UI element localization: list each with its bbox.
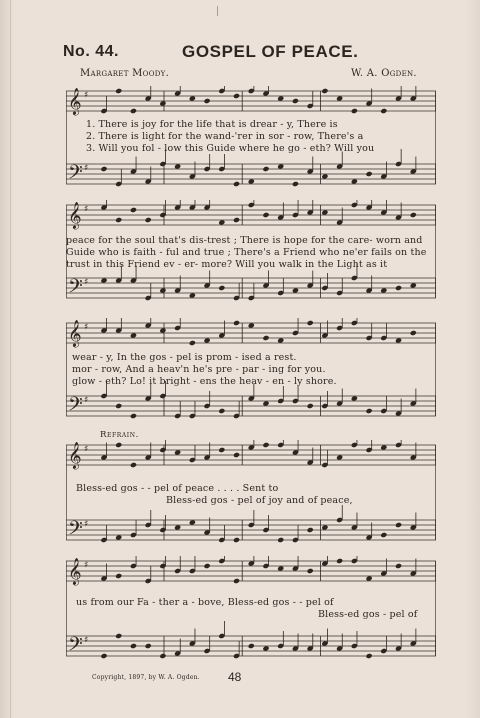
- music-system-1: [66, 86, 436, 194]
- note-head: [204, 98, 211, 104]
- note-head: [218, 285, 225, 291]
- note-head: [366, 171, 373, 177]
- page-mark: [217, 6, 218, 16]
- note-head: [366, 653, 373, 659]
- treble-clef-icon: 𝄞: [68, 203, 82, 229]
- sharp-icon: ♯: [84, 204, 89, 215]
- note-head: [233, 578, 240, 584]
- sharp-icon: ♯: [84, 277, 89, 288]
- note-head: [218, 408, 225, 414]
- note-head: [115, 573, 122, 579]
- treble-clef-icon: 𝄞: [68, 559, 82, 585]
- lyricist-credit: Margaret Moody.: [80, 68, 170, 79]
- note-head: [277, 537, 284, 543]
- sharp-icon: ♯: [84, 322, 89, 333]
- note-head: [145, 643, 152, 649]
- note-head: [410, 212, 417, 218]
- hymn-number: No. 44.: [63, 43, 119, 60]
- bass-clef-icon: 𝄢: [68, 634, 83, 660]
- music-system-5: [66, 556, 436, 666]
- sharp-icon: ♯: [84, 444, 89, 455]
- page-number: 48: [228, 670, 242, 684]
- note-head: [321, 88, 328, 94]
- sharp-icon: ♯: [84, 163, 89, 174]
- lyric-line: us from our Fa - ther a - bove, Bless-ed gos - - pel of: [76, 597, 334, 608]
- note-head: [262, 166, 269, 172]
- sharp-icon: ♯: [84, 560, 89, 571]
- sharp-icon: ♯: [84, 90, 89, 101]
- note-head: [204, 563, 211, 569]
- lyric-line: peace for the soul that's dis-trest ; There is hope for the care- worn and: [66, 235, 423, 246]
- note-head: [410, 330, 417, 336]
- note-head: [307, 403, 314, 409]
- note-head: [130, 413, 137, 419]
- lyric-line: trust in this Friend ev - er- more? Will you walk in the Light as it: [66, 259, 388, 270]
- page-fold-line: [10, 0, 11, 718]
- note-head: [307, 527, 314, 533]
- composer-credit: W. A. Ogden.: [351, 68, 417, 79]
- note-head: [115, 633, 122, 639]
- music-system-2: [66, 200, 436, 308]
- lyric-line: Bless-ed gos - - pel of peace . . . . Sent to: [76, 483, 279, 494]
- note-head: [248, 643, 255, 649]
- note-head: [395, 522, 402, 528]
- note-head: [233, 217, 240, 223]
- note-head: [115, 88, 122, 94]
- note-head: [380, 108, 387, 114]
- note-head: [262, 212, 269, 218]
- lyric-line: 2. There is light for the wand-'rer in sor - row, There's a: [86, 131, 364, 142]
- music-system-3: [66, 318, 436, 426]
- note-head: [351, 108, 358, 114]
- lyric-line: Bless-ed gos - pel of joy and of peace,: [166, 495, 353, 506]
- sharp-icon: ♯: [84, 519, 89, 530]
- bass-clef-icon: 𝄢: [68, 162, 83, 188]
- note-head: [218, 447, 225, 453]
- note-head: [233, 181, 240, 187]
- note-head: [233, 452, 240, 458]
- note-head: [130, 207, 137, 213]
- lyric-line: Guide who is faith - ful and true ; There's a Friend who ne'er fails on the: [66, 247, 427, 258]
- refrain-label: Refrain.: [100, 430, 139, 440]
- note-head: [307, 320, 314, 326]
- note-head: [336, 558, 343, 564]
- copyright-notice: Copyright, 1897, by W. A. Ogden.: [92, 674, 200, 681]
- note-head: [115, 442, 122, 448]
- hymn-title: GOSPEL OF PEACE.: [182, 42, 359, 61]
- treble-clef-icon: 𝄞: [68, 321, 82, 347]
- note-head: [395, 563, 402, 569]
- note-head: [189, 340, 196, 346]
- note-head: [130, 462, 137, 468]
- note-head: [395, 285, 402, 291]
- note-head: [233, 93, 240, 99]
- treble-clef-icon: 𝄞: [68, 443, 82, 469]
- lyric-line: 1. There is joy for the life that is drear - y, There is: [86, 119, 338, 130]
- lyric-line: glow - eth? Lo! it bright - ens the heav - en - ly shore.: [72, 376, 337, 387]
- note-head: [115, 217, 122, 223]
- note-head: [130, 108, 137, 114]
- note-head: [145, 217, 152, 223]
- note-head: [233, 320, 240, 326]
- lyric-line: 3. Will you fol - low this Guide where he go - eth? Will you: [86, 143, 375, 154]
- note-head: [366, 408, 373, 414]
- bass-clef-icon: 𝄢: [68, 518, 83, 544]
- note-head: [159, 653, 166, 659]
- note-head: [115, 403, 122, 409]
- note-head: [292, 181, 299, 187]
- sharp-icon: ♯: [84, 395, 89, 406]
- note-head: [262, 335, 269, 341]
- note-head: [100, 166, 107, 172]
- note-head: [307, 568, 314, 574]
- music-system-4: [66, 440, 436, 550]
- bass-clef-icon: 𝄢: [68, 276, 83, 302]
- sharp-icon: ♯: [84, 635, 89, 646]
- note-head: [130, 643, 137, 649]
- treble-clef-icon: 𝄞: [68, 89, 82, 115]
- note-head: [100, 653, 107, 659]
- lyric-line: Bless-ed gos - pel of: [318, 609, 418, 620]
- note-head: [292, 98, 299, 104]
- note-head: [380, 532, 387, 538]
- note-head: [233, 537, 240, 543]
- lyric-line: wear - y, In the gos - pel is prom - ised a rest.: [72, 352, 297, 363]
- note-head: [262, 442, 269, 448]
- bass-clef-icon: 𝄢: [68, 394, 83, 420]
- lyric-line: mor - row, And a heav'n he's pre - par - ing for you.: [72, 364, 326, 375]
